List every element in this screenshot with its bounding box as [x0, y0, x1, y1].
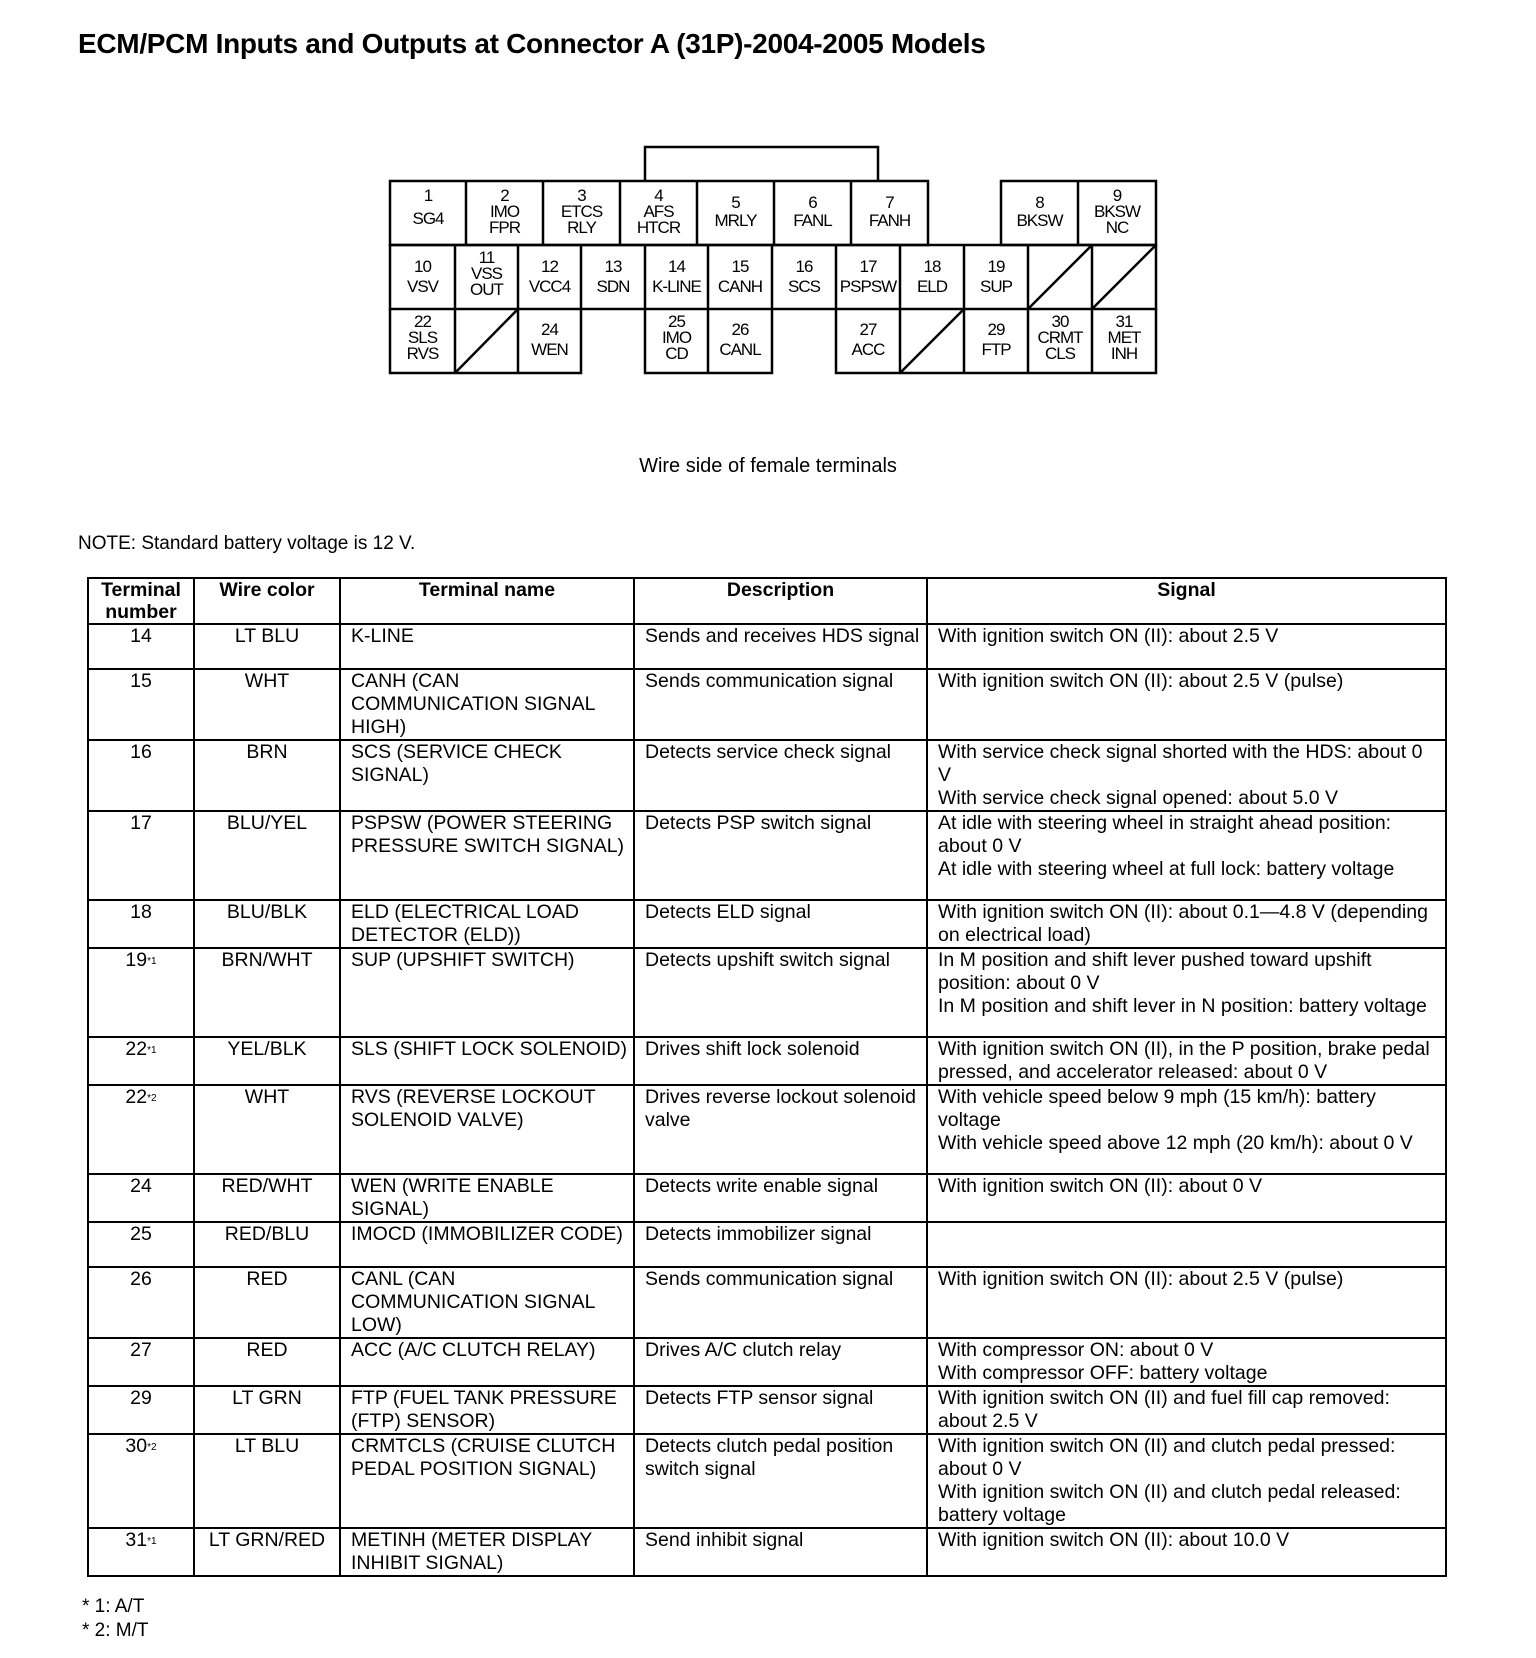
signal-line: With ignition switch ON (II) and clutch pedal pressed: about 0 V	[938, 1435, 1396, 1480]
cell-terminal-number: 14	[88, 624, 194, 669]
cell-wire-color: RED	[194, 1267, 340, 1338]
cell-terminal-number: 19$^{*1}$	[88, 948, 194, 1037]
terminal-19: 19 SUP	[980, 257, 1012, 296]
cell-signal	[927, 1267, 1446, 1338]
cell-signal	[927, 1386, 1446, 1434]
signal-line: With service check signal shorted with the HDS: about 0 V	[938, 741, 1423, 786]
header-description: Description	[634, 578, 927, 624]
footnote-mark: *1	[147, 1045, 157, 1056]
cell-terminal-number: 15	[88, 669, 194, 740]
signal-line: In M position and shift lever in N position: battery voltage	[938, 995, 1427, 1017]
cell-signal	[927, 1222, 1446, 1267]
terminal-10: 10 VSV	[406, 257, 439, 296]
cell-terminal-number: 16	[88, 740, 194, 811]
footnote-mark: *1	[147, 956, 157, 967]
page-title: ECM/PCM Inputs and Outputs at Connector A (31P)-2004-2005 Models	[78, 28, 986, 59]
terminal-6: 6 FANL	[793, 193, 832, 230]
cell-signal	[927, 948, 1446, 1037]
cell-wire-color: LT BLU	[194, 1434, 340, 1528]
cell-description: Sends and receives HDS signal	[634, 624, 927, 669]
terminal-11: 11 VSS OUT	[470, 248, 503, 299]
cell-terminal-name: CANH (CAN COMMUNICATION SIGNAL HIGH)	[340, 669, 634, 740]
table-row	[88, 811, 1446, 900]
cell-terminal-number: 25	[88, 1222, 194, 1267]
terminal-22: 22 SLS RVS	[406, 312, 439, 363]
cell-description: Detects upshift switch signal	[634, 948, 927, 1037]
cell-signal	[927, 669, 1446, 740]
table-row	[88, 740, 1446, 811]
cell-description: Detects service check signal	[634, 740, 927, 811]
signal-line: With compressor ON: about 0 V	[938, 1339, 1214, 1361]
cell-description: Detects immobilizer signal	[634, 1222, 927, 1267]
table-row	[88, 1267, 1446, 1338]
header-terminal-number: Terminal number	[88, 578, 194, 624]
terminal-13: 13 SDN	[596, 257, 630, 296]
terminal-7: 7 FANH	[868, 193, 911, 230]
signal-line: With ignition switch ON (II): about 2.5 V	[938, 625, 1279, 647]
cell-description: Drives A/C clutch relay	[634, 1338, 927, 1386]
cell-terminal-number: 31$^{*1}$	[88, 1528, 194, 1576]
cell-signal	[927, 1037, 1446, 1085]
cell-description: Detects ELD signal	[634, 900, 927, 948]
terminal-17: 17 PSPSW	[839, 257, 897, 296]
terminal-12: 12 VCC4	[528, 257, 571, 296]
cell-signal	[927, 624, 1446, 669]
cell-terminal-number: 17	[88, 811, 194, 900]
cell-signal	[927, 1434, 1446, 1528]
footnote-mark: *2	[147, 1442, 157, 1453]
cell-terminal-number: 26	[88, 1267, 194, 1338]
terminal-16: 16 SCS	[788, 257, 820, 296]
cell-wire-color: WHT	[194, 669, 340, 740]
connector-caption: Wire side of female terminals	[639, 455, 897, 477]
terminal-25: 25 IMO CD	[661, 312, 692, 363]
table-row	[88, 1386, 1446, 1434]
cell-description: Detects PSP switch signal	[634, 811, 927, 900]
cell-wire-color: RED/WHT	[194, 1174, 340, 1222]
header-wire-color: Wire color	[194, 578, 340, 624]
footnote-mark: *1	[147, 1536, 157, 1547]
cell-description: Drives reverse lockout solenoid valve	[634, 1085, 927, 1174]
signal-line: At idle with steering wheel in straight ahead position: about 0 V	[938, 812, 1392, 857]
table-row	[88, 900, 1446, 948]
cell-description: Drives shift lock solenoid	[634, 1037, 927, 1085]
cell-signal	[927, 811, 1446, 900]
terminal-3: 3 ETCS RLY	[560, 186, 603, 237]
signal-line: With ignition switch ON (II) and clutch pedal released: battery voltage	[938, 1481, 1401, 1526]
cell-description: Send inhibit signal	[634, 1528, 927, 1576]
cell-terminal-name: ACC (A/C CLUTCH RELAY)	[340, 1338, 634, 1386]
cell-terminal-name: ELD (ELECTRICAL LOAD DETECTOR (ELD))	[340, 900, 634, 948]
cell-wire-color: BLU/YEL	[194, 811, 340, 900]
cell-terminal-name: IMOCD (IMMOBILIZER CODE)	[340, 1222, 634, 1267]
terminal-14: 14 K-LINE	[652, 257, 701, 296]
footnote-mt: * 2: M/T	[82, 1620, 149, 1641]
terminal-8: 8 BKSW	[1016, 193, 1063, 230]
terminal-15: 15 CANH	[717, 257, 763, 296]
cell-terminal-number: 22$^{*2}$	[88, 1085, 194, 1174]
signal-line: With ignition switch ON (II) and fuel fill cap removed: about 2.5 V	[938, 1387, 1390, 1432]
cell-signal	[927, 1085, 1446, 1174]
signal-line: With vehicle speed below 9 mph (15 km/h): battery voltage	[938, 1086, 1376, 1131]
cell-terminal-number: 29	[88, 1386, 194, 1434]
signal-line: In M position and shift lever pushed toward upshift position: about 0 V	[938, 949, 1372, 994]
table-row	[88, 1434, 1446, 1528]
table-row	[88, 1528, 1446, 1576]
cell-signal	[927, 1338, 1446, 1386]
terminal-signal-table	[87, 577, 1447, 1577]
cell-wire-color: LT GRN	[194, 1386, 340, 1434]
cell-signal	[927, 900, 1446, 948]
cell-wire-color: BRN	[194, 740, 340, 811]
table-row	[88, 1338, 1446, 1386]
cell-terminal-name: PSPSW (POWER STEERING PRESSURE SWITCH SIGNAL)	[340, 811, 634, 900]
cell-description: Detects write enable signal	[634, 1174, 927, 1222]
cell-terminal-name: SUP (UPSHIFT SWITCH)	[340, 948, 634, 1037]
cell-description: Detects clutch pedal position switch signal	[634, 1434, 927, 1528]
signal-line: With ignition switch ON (II): about 10.0 V	[938, 1529, 1290, 1551]
cell-wire-color: YEL/BLK	[194, 1037, 340, 1085]
cell-terminal-number: 30$^{*2}$	[88, 1434, 194, 1528]
signal-line: With compressor OFF: battery voltage	[938, 1362, 1268, 1384]
terminal-2: 2 IMO FPR	[489, 186, 520, 237]
cell-terminal-number: 22$^{*1}$	[88, 1037, 194, 1085]
cell-terminal-name: CRMTCLS (CRUISE CLUTCH PEDAL POSITION SIGNAL)	[340, 1434, 634, 1528]
terminal-1: 1 SG4	[412, 186, 444, 228]
cell-signal	[927, 1174, 1446, 1222]
table-header-row	[88, 578, 1446, 624]
terminal-31: 31 MET INH	[1107, 312, 1141, 363]
cell-wire-color: LT GRN/RED	[194, 1528, 340, 1576]
cell-wire-color: RED	[194, 1338, 340, 1386]
footnotes	[82, 1595, 149, 1643]
terminal-24: 24 WEN	[531, 320, 568, 359]
terminal-5: 5 MRLY	[714, 193, 757, 230]
signal-line: With ignition switch ON (II): about 0 V	[938, 1175, 1263, 1197]
signal-line: With service check signal opened: about 5.0 V	[938, 787, 1338, 809]
table-row	[88, 948, 1446, 1037]
signal-line: With ignition switch ON (II), in the P position, brake pedal pressed, and accelerator released: about 0 V	[938, 1038, 1430, 1083]
table-row	[88, 1222, 1446, 1267]
cell-terminal-number: 18	[88, 900, 194, 948]
table-row	[88, 1037, 1446, 1085]
cell-terminal-name: SCS (SERVICE CHECK SIGNAL)	[340, 740, 634, 811]
signal-line: With ignition switch ON (II): about 2.5 V (pulse)	[938, 1268, 1344, 1290]
cell-signal	[927, 1528, 1446, 1576]
terminal-18: 18 ELD	[916, 257, 948, 296]
cell-terminal-name: RVS (REVERSE LOCKOUT SOLENOID VALVE)	[340, 1085, 634, 1174]
signal-line: With vehicle speed above 12 mph (20 km/h): about 0 V	[938, 1132, 1413, 1154]
terminal-30: 30 CRMT CLS	[1037, 312, 1083, 363]
table-row	[88, 669, 1446, 740]
terminal-9: 9 BKSW NC	[1093, 186, 1141, 237]
cell-description: Detects FTP sensor signal	[634, 1386, 927, 1434]
header-signal: Signal	[927, 578, 1446, 624]
cell-wire-color: BRN/WHT	[194, 948, 340, 1037]
table-row	[88, 624, 1446, 669]
cell-wire-color: WHT	[194, 1085, 340, 1174]
header-terminal-name: Terminal name	[340, 578, 634, 624]
terminal-26: 26 CANL	[719, 320, 761, 359]
battery-voltage-note: NOTE: Standard battery voltage is 12 V.	[78, 533, 416, 554]
cell-terminal-name: K-LINE	[340, 624, 634, 669]
cell-terminal-name: WEN (WRITE ENABLE SIGNAL)	[340, 1174, 634, 1222]
signal-line: With ignition switch ON (II): about 0.1—4.8 V (depending on electrical load)	[938, 901, 1428, 946]
cell-signal	[927, 740, 1446, 811]
footnote-mark: *2	[147, 1093, 157, 1104]
footnote-at: * 1: A/T	[82, 1596, 145, 1617]
terminal-29: 29 FTP	[981, 320, 1011, 359]
cell-terminal-name: SLS (SHIFT LOCK SOLENOID)	[340, 1037, 634, 1085]
cell-wire-color: LT BLU	[194, 624, 340, 669]
signal-line: At idle with steering wheel at full lock: battery voltage	[938, 858, 1395, 880]
terminal-4: 4 AFS HTCR	[636, 186, 681, 237]
cell-wire-color: BLU/BLK	[194, 900, 340, 948]
terminal-27: 27 ACC	[851, 320, 885, 359]
cell-description: Sends communication signal	[634, 669, 927, 740]
table-row	[88, 1174, 1446, 1222]
table-row	[88, 1085, 1446, 1174]
signal-line: With ignition switch ON (II): about 2.5 V (pulse)	[938, 670, 1344, 692]
cell-terminal-number: 24	[88, 1174, 194, 1222]
cell-wire-color: RED/BLU	[194, 1222, 340, 1267]
cell-terminal-name: METINH (METER DISPLAY INHIBIT SIGNAL)	[340, 1528, 634, 1576]
cell-terminal-number: 27	[88, 1338, 194, 1386]
cell-description: Sends communication signal	[634, 1267, 927, 1338]
cell-terminal-name: CANL (CAN COMMUNICATION SIGNAL LOW)	[340, 1267, 634, 1338]
cell-terminal-name: FTP (FUEL TANK PRESSURE (FTP) SENSOR)	[340, 1386, 634, 1434]
